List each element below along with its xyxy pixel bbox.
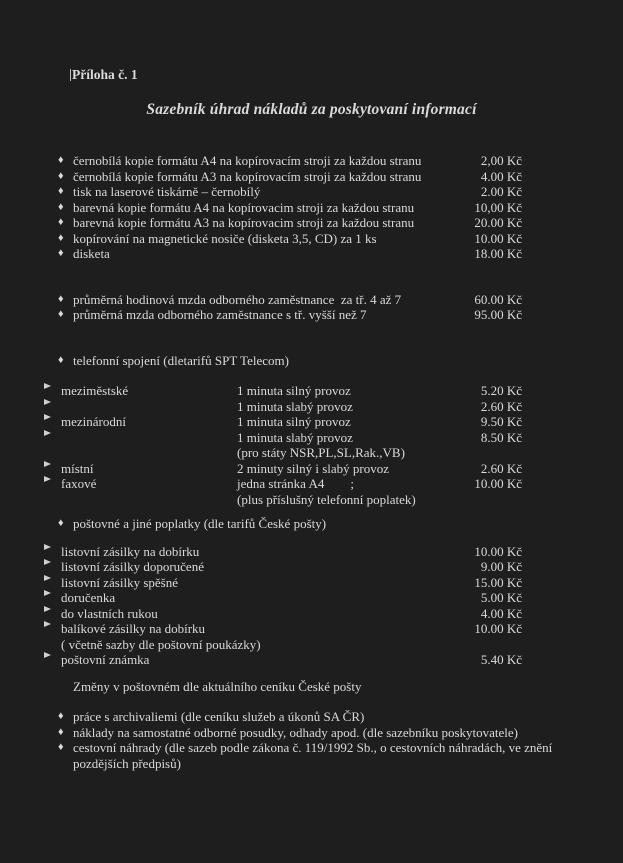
list-item — [0, 461, 623, 477]
item-label: balíkové zásilky na dobírku — [61, 621, 206, 636]
item-label: listovní zásilky doporučené — [61, 559, 204, 574]
list-item — [0, 756, 623, 772]
item-price: 20.00 Kč — [474, 215, 522, 230]
item-price: 5.00 Kč — [480, 590, 522, 605]
item-label: ( včetně sazby dle poštovní poukázky) — [61, 636, 261, 652]
item-label: cestovní náhrady (dle sazeb podle zákona č. 119/1992 Sb., o cestovních náhradách, ve znění — [73, 740, 553, 755]
item-label: doručenka — [61, 590, 116, 605]
list-item — [0, 725, 623, 741]
item-label: místní — [61, 460, 94, 476]
item-label: meziměstské — [61, 383, 129, 398]
item-label: průměrná mzda odborného zaměstnance s tř. vyšší než 7 — [73, 307, 367, 322]
item-label: průměrná hodinová mzda odborného zaměstnance za tř. 4 až 7 — [73, 291, 402, 307]
arrow-bullet-icon — [44, 430, 51, 436]
arrow-bullet-icon — [44, 461, 51, 467]
item-label: pozdějších předpisů) — [73, 755, 181, 771]
item-price: 10.00 Kč — [474, 230, 522, 246]
item-label: faxové — [61, 476, 97, 491]
item-price: 18.00 Kč — [474, 246, 522, 261]
arrow-bullet-icon — [44, 414, 51, 420]
item-detail: jedna stránka A4 ; — [237, 476, 354, 491]
diamond-bullet-icon: ♦ — [58, 353, 64, 366]
list-item — [0, 215, 623, 231]
item-price: 2.60 Kč — [480, 460, 522, 476]
item-price: 2,00 Kč — [480, 153, 522, 168]
item-price: 2.00 Kč — [480, 184, 522, 199]
arrow-bullet-icon — [44, 559, 51, 565]
price-list — [0, 153, 623, 771]
item-price: 10,00 Kč — [474, 199, 522, 215]
arrow-bullet-icon — [44, 652, 51, 658]
list-item — [0, 184, 623, 200]
list-item — [0, 231, 623, 247]
item-price: 4.00 Kč — [480, 605, 522, 621]
item-detail: 1 minuta slabý provoz — [237, 398, 353, 414]
diamond-bullet-icon: ♦ — [58, 292, 64, 305]
cursor-mark — [70, 69, 71, 81]
item-detail: 1 minuta slabý provoz — [237, 429, 353, 445]
list-item — [0, 516, 623, 532]
item-price: 15.00 Kč — [474, 574, 522, 590]
item-label: disketa — [73, 246, 110, 261]
item-detail: (plus příslušný telefonní poplatek) — [237, 491, 416, 507]
item-label: tisk na laserové tiskárně – černobílý — [73, 184, 261, 199]
item-price: 4.00 Kč — [480, 168, 522, 184]
diamond-bullet-icon: ♦ — [58, 725, 64, 738]
list-item — [0, 200, 623, 216]
item-detail: 2 minuty silný i slabý provoz — [237, 460, 390, 476]
list-item — [0, 679, 623, 695]
item-price: 5.40 Kč — [480, 652, 522, 667]
appendix-heading — [0, 0, 623, 83]
arrow-bullet-icon — [44, 544, 51, 550]
item-price: 2.60 Kč — [480, 398, 522, 414]
arrow-bullet-icon — [44, 476, 51, 482]
item-label: Změny v poštovném dle aktuálního ceníku České pošty — [73, 678, 362, 694]
list-item — [0, 246, 623, 262]
item-label: barevná kopie formátu A4 na kopírovacim stroji za každou stranu — [73, 199, 415, 215]
list-item — [0, 476, 623, 492]
arrow-bullet-icon — [44, 575, 51, 581]
list-item — [0, 153, 623, 169]
item-label: mezinárodní — [61, 414, 126, 429]
list-item — [0, 399, 623, 415]
list-item — [0, 307, 623, 323]
item-label: náklady na samostatné odborné posudky, odhady apod. (dle sazebníku poskytovatele) — [73, 724, 519, 740]
item-label: telefonní spojení (dletarifů SPT Telecom) — [73, 352, 289, 368]
list-item — [0, 637, 623, 653]
diamond-bullet-icon: ♦ — [58, 185, 64, 197]
list-item — [0, 292, 623, 308]
item-label: poštovní známka — [61, 652, 150, 667]
item-label: do vlastních rukou — [61, 605, 158, 621]
list-item — [0, 575, 623, 591]
item-label: kopírování na magnetické nosiče (disketa 3,5, CD) za 1 ks — [73, 230, 377, 246]
arrow-bullet-icon — [44, 383, 51, 389]
item-price: 10.00 Kč — [474, 621, 522, 636]
list-item — [0, 590, 623, 606]
diamond-bullet-icon: ♦ — [58, 710, 64, 722]
item-price: 9.00 Kč — [480, 559, 522, 574]
item-price: 10.00 Kč — [474, 476, 522, 491]
list-item — [0, 709, 623, 725]
list-item — [0, 621, 623, 637]
item-price: 8.50 Kč — [480, 429, 522, 445]
arrow-bullet-icon — [44, 399, 51, 405]
diamond-bullet-icon: ♦ — [58, 247, 64, 259]
item-detail: 1 minuta silný provoz — [237, 414, 351, 429]
list-item — [0, 169, 623, 185]
list-item — [0, 383, 623, 399]
item-detail: (pro státy NSR,PL,SL,Rak.,VB) — [237, 445, 405, 460]
item-label: černobílá kopie formátu A4 na kopírovacím stroji za každou stranu — [73, 153, 422, 168]
diamond-bullet-icon: ♦ — [58, 200, 64, 213]
item-detail: 1 minuta silný provoz — [237, 383, 351, 398]
item-label: práce s archivaliemi (dle ceníku služeb a úkonů SA ČR) — [73, 709, 365, 724]
arrow-bullet-icon — [44, 621, 51, 627]
diamond-bullet-icon: ♦ — [58, 169, 64, 182]
item-label: listovní zásilky spěšné — [61, 574, 178, 590]
list-item — [0, 430, 623, 446]
diamond-bullet-icon: ♦ — [58, 154, 64, 166]
item-price: 5.20 Kč — [480, 383, 522, 398]
item-label: barevná kopie formátu A3 na kopírovacim stroji za každou stranu — [73, 215, 415, 230]
page-title: Sazebník úhrad nákladů za poskytovaní informací — [146, 100, 477, 118]
item-price: 9.50 Kč — [480, 414, 522, 429]
diamond-bullet-icon: ♦ — [58, 517, 64, 529]
list-item — [0, 445, 623, 461]
list-item — [0, 544, 623, 560]
item-label: listovní zásilky na dobírku — [61, 543, 200, 559]
list-item — [0, 414, 623, 430]
list-item — [0, 606, 623, 622]
item-price: 10.00 Kč — [474, 543, 522, 559]
list-item — [0, 740, 623, 756]
list-item — [0, 559, 623, 575]
diamond-bullet-icon: ♦ — [58, 741, 64, 753]
item-label: černobílá kopie formátu A3 na kopírovacím stroji za každou stranu — [73, 168, 422, 184]
diamond-bullet-icon: ♦ — [58, 231, 64, 244]
item-price: 60.00 Kč — [474, 291, 522, 307]
arrow-bullet-icon — [44, 606, 51, 612]
diamond-bullet-icon: ♦ — [58, 308, 64, 320]
list-item — [0, 652, 623, 668]
list-item — [0, 353, 623, 369]
item-label: poštovné a jiné poplatky (dle tarifů České pošty) — [73, 516, 327, 531]
list-item — [0, 492, 623, 508]
appendix-heading-text: Příloha č. 1 — [72, 67, 138, 82]
item-price: 95.00 Kč — [474, 307, 522, 322]
diamond-bullet-icon: ♦ — [58, 216, 64, 228]
arrow-bullet-icon — [44, 590, 51, 596]
